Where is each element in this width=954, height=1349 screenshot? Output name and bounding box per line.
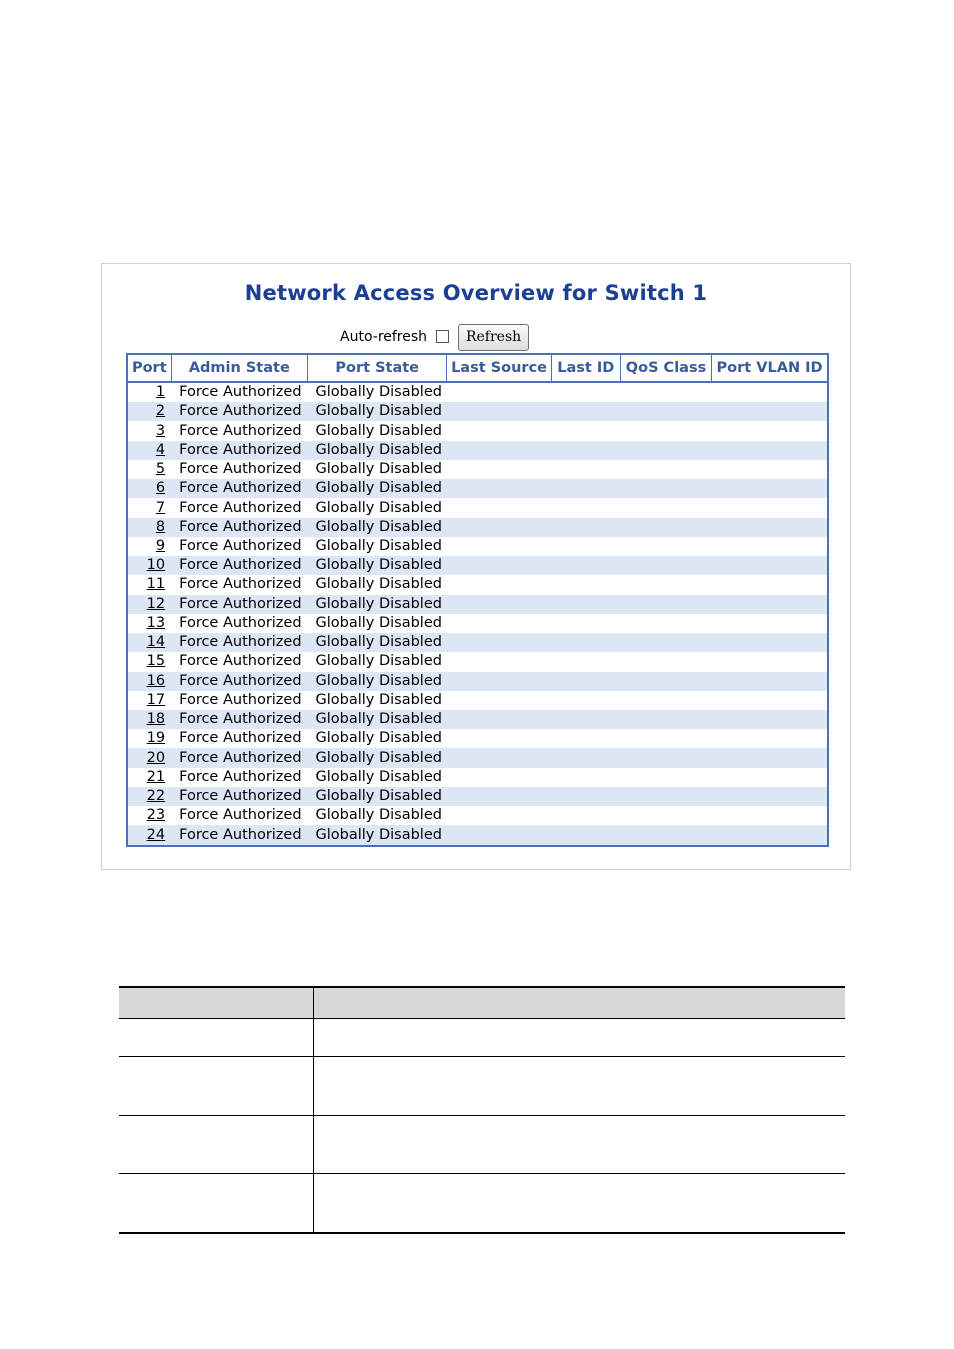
refresh-bar xyxy=(340,323,529,351)
qos-class-cell xyxy=(620,595,711,614)
table-row xyxy=(127,672,828,691)
qos-class-cell xyxy=(620,402,711,421)
admin-state-cell: Force Authorized xyxy=(171,748,307,767)
port-vlan-id-cell xyxy=(712,825,828,846)
port-vlan-id-cell xyxy=(712,556,828,575)
port-vlan-id-cell xyxy=(712,518,828,537)
admin-state-cell: Force Authorized xyxy=(171,825,307,846)
last-id-cell xyxy=(551,421,620,440)
port-cell xyxy=(127,691,171,710)
port-cell xyxy=(127,614,171,633)
port-state-cell: Globally Disabled xyxy=(308,556,447,575)
port-vlan-id-cell xyxy=(712,595,828,614)
last-source-cell xyxy=(447,672,551,691)
last-source-cell xyxy=(447,729,551,748)
description-row xyxy=(119,1174,845,1233)
admin-state-cell: Force Authorized xyxy=(179,768,302,785)
last-source-cell xyxy=(447,402,551,421)
port-state-cell: Globally Disabled xyxy=(308,441,447,460)
port-cell xyxy=(127,498,171,517)
last-source-cell xyxy=(447,787,551,806)
qos-class-cell xyxy=(620,633,711,652)
table-row xyxy=(127,595,828,614)
table-row xyxy=(127,825,828,846)
port-link[interactable]: 24 xyxy=(146,826,166,843)
port-cell xyxy=(127,421,171,440)
table-row xyxy=(127,498,828,517)
port-cell xyxy=(127,402,171,421)
last-source-cell xyxy=(447,748,551,767)
port-cell xyxy=(127,710,171,729)
qos-class-cell xyxy=(620,652,711,671)
port-vlan-id-cell xyxy=(712,479,828,498)
qos-class-cell xyxy=(620,421,711,440)
column-header: QoS Class xyxy=(620,354,711,382)
table-row xyxy=(127,441,828,460)
port-vlan-id-cell xyxy=(712,672,828,691)
last-source-cell xyxy=(447,537,551,556)
port-link[interactable]: 6 xyxy=(155,480,166,497)
last-id-cell xyxy=(551,652,620,671)
description-row xyxy=(119,1057,845,1116)
port-state-cell: Globally Disabled xyxy=(308,710,447,729)
port-vlan-id-cell xyxy=(712,710,828,729)
last-id-cell xyxy=(551,518,620,537)
port-link[interactable]: 22 xyxy=(146,788,166,805)
auto-refresh-label: Auto-refresh xyxy=(340,329,428,345)
port-state-cell: Globally Disabled xyxy=(315,614,442,631)
admin-state-cell: Force Authorized xyxy=(171,633,307,652)
port-link[interactable]: 12 xyxy=(146,595,166,612)
last-id-cell xyxy=(551,402,620,421)
port-link[interactable]: 21 xyxy=(146,768,166,785)
table-row xyxy=(127,421,828,440)
last-source-cell xyxy=(447,614,551,633)
port-link[interactable]: 2 xyxy=(155,403,166,420)
description-cell xyxy=(313,1116,845,1174)
table-row xyxy=(127,691,828,710)
last-source-cell xyxy=(447,595,551,614)
column-header: Port VLAN ID xyxy=(712,354,828,382)
port-cell xyxy=(127,672,171,691)
description-row xyxy=(119,1019,845,1057)
port-vlan-id-cell xyxy=(712,729,828,748)
port-vlan-id-cell xyxy=(712,806,828,825)
port-cell xyxy=(127,806,171,825)
qos-class-cell xyxy=(620,556,711,575)
admin-state-cell: Force Authorized xyxy=(179,614,302,631)
port-vlan-id-cell xyxy=(712,421,828,440)
port-link[interactable]: 10 xyxy=(146,557,166,574)
table-header-row xyxy=(127,354,828,382)
qos-class-cell xyxy=(620,672,711,691)
port-state-cell: Globally Disabled xyxy=(308,595,447,614)
qos-class-cell xyxy=(620,537,711,556)
table-row xyxy=(127,710,828,729)
table-row xyxy=(127,537,828,556)
port-cell xyxy=(127,460,171,479)
last-id-cell xyxy=(551,672,620,691)
last-source-cell xyxy=(447,825,551,846)
qos-class-cell xyxy=(620,441,711,460)
description-cell xyxy=(119,1116,313,1174)
port-cell xyxy=(127,825,171,846)
description-cell xyxy=(313,1174,845,1233)
port-link[interactable]: 20 xyxy=(146,749,166,766)
port-state-cell: Globally Disabled xyxy=(308,479,447,498)
description-cell xyxy=(313,1057,845,1116)
port-cell xyxy=(127,748,171,767)
port-state-cell: Globally Disabled xyxy=(308,787,447,806)
port-vlan-id-cell xyxy=(712,787,828,806)
network-access-table xyxy=(126,353,829,847)
port-cell xyxy=(127,537,171,556)
port-state-cell: Globally Disabled xyxy=(315,499,442,516)
table-row xyxy=(127,382,828,402)
admin-state-cell: Force Authorized xyxy=(171,518,307,537)
admin-state-cell: Force Authorized xyxy=(179,461,302,478)
port-link[interactable]: 11 xyxy=(146,576,166,593)
last-source-cell xyxy=(447,479,551,498)
qos-class-cell xyxy=(620,729,711,748)
last-id-cell xyxy=(551,460,620,479)
last-source-cell xyxy=(447,768,551,787)
table-body xyxy=(127,382,828,846)
last-id-cell xyxy=(551,382,620,402)
port-link[interactable]: 1 xyxy=(155,384,166,401)
port-state-cell: Globally Disabled xyxy=(315,730,442,747)
admin-state-cell: Force Authorized xyxy=(179,691,302,708)
admin-state-cell: Force Authorized xyxy=(171,595,307,614)
port-link[interactable]: 3 xyxy=(155,422,166,439)
port-state-cell: Globally Disabled xyxy=(315,538,442,554)
table-row xyxy=(127,768,828,787)
column-header: Port xyxy=(127,354,171,382)
port-vlan-id-cell xyxy=(712,402,828,421)
admin-state-cell: Force Authorized xyxy=(171,479,307,498)
last-id-cell xyxy=(551,595,620,614)
port-state-cell: Globally Disabled xyxy=(315,653,442,670)
port-link[interactable]: 19 xyxy=(146,730,166,747)
port-state-cell: Globally Disabled xyxy=(315,807,442,824)
description-cell xyxy=(119,1019,313,1057)
port-vlan-id-cell xyxy=(712,498,828,517)
port-link[interactable]: 13 xyxy=(146,614,166,631)
table-row xyxy=(127,787,828,806)
overview-panel xyxy=(101,263,851,870)
last-id-cell xyxy=(551,729,620,748)
column-header: Admin State xyxy=(171,354,307,382)
port-link[interactable]: 9 xyxy=(155,538,166,554)
table-row xyxy=(127,479,828,498)
port-state-cell: Globally Disabled xyxy=(308,825,447,846)
port-vlan-id-cell xyxy=(712,575,828,594)
last-source-cell xyxy=(447,460,551,479)
port-state-cell: Globally Disabled xyxy=(308,402,447,421)
last-id-cell xyxy=(551,825,620,846)
refresh-button[interactable]: Refresh xyxy=(458,324,529,351)
column-header: Last Source xyxy=(447,354,551,382)
port-state-cell: Globally Disabled xyxy=(315,461,442,478)
column-header: Last ID xyxy=(551,354,620,382)
description-header-cell xyxy=(313,987,845,1019)
port-link[interactable]: 15 xyxy=(146,653,166,670)
admin-state-cell: Force Authorized xyxy=(179,576,302,593)
description-header-cell xyxy=(119,987,313,1019)
port-vlan-id-cell xyxy=(712,460,828,479)
table-row xyxy=(127,748,828,767)
last-source-cell xyxy=(447,382,551,402)
description-table xyxy=(119,986,845,1234)
port-state-cell: Globally Disabled xyxy=(315,384,442,401)
admin-state-cell: Force Authorized xyxy=(171,787,307,806)
port-cell xyxy=(127,479,171,498)
column-header: Port State xyxy=(308,354,447,382)
port-link[interactable]: 14 xyxy=(146,634,166,651)
port-state-cell: Globally Disabled xyxy=(308,672,447,691)
admin-state-cell: Force Authorized xyxy=(179,653,302,670)
last-id-cell xyxy=(551,614,620,633)
qos-class-cell xyxy=(620,382,711,402)
description-header-row xyxy=(119,987,845,1019)
last-source-cell xyxy=(447,691,551,710)
qos-class-cell xyxy=(620,710,711,729)
admin-state-cell: Force Authorized xyxy=(179,422,302,439)
port-cell xyxy=(127,787,171,806)
admin-state-cell: Force Authorized xyxy=(171,672,307,691)
last-id-cell xyxy=(551,556,620,575)
port-link[interactable]: 5 xyxy=(155,461,166,478)
port-link[interactable]: 8 xyxy=(155,518,166,535)
admin-state-cell: Force Authorized xyxy=(171,710,307,729)
port-vlan-id-cell xyxy=(712,614,828,633)
last-source-cell xyxy=(447,441,551,460)
last-id-cell xyxy=(551,537,620,556)
last-source-cell xyxy=(447,556,551,575)
last-id-cell xyxy=(551,479,620,498)
port-cell xyxy=(127,729,171,748)
table-row xyxy=(127,460,828,479)
qos-class-cell xyxy=(620,614,711,633)
admin-state-cell: Force Authorized xyxy=(179,384,302,401)
qos-class-cell xyxy=(620,691,711,710)
port-vlan-id-cell xyxy=(712,633,828,652)
port-cell xyxy=(127,595,171,614)
port-cell xyxy=(127,575,171,594)
port-cell xyxy=(127,441,171,460)
last-id-cell xyxy=(551,441,620,460)
last-source-cell xyxy=(447,806,551,825)
port-state-cell: Globally Disabled xyxy=(315,422,442,439)
qos-class-cell xyxy=(620,787,711,806)
last-source-cell xyxy=(447,575,551,594)
port-state-cell: Globally Disabled xyxy=(308,633,447,652)
last-id-cell xyxy=(551,633,620,652)
qos-class-cell xyxy=(620,479,711,498)
port-vlan-id-cell xyxy=(712,652,828,671)
port-cell xyxy=(127,556,171,575)
port-link[interactable]: 7 xyxy=(155,499,166,516)
port-cell xyxy=(127,652,171,671)
page-title: Network Access Overview for Switch 1 xyxy=(244,281,708,305)
port-vlan-id-cell xyxy=(712,441,828,460)
last-id-cell xyxy=(551,691,620,710)
port-state-cell: Globally Disabled xyxy=(315,768,442,785)
admin-state-cell: Force Authorized xyxy=(171,441,307,460)
port-cell xyxy=(127,633,171,652)
qos-class-cell xyxy=(620,575,711,594)
last-source-cell xyxy=(447,518,551,537)
last-source-cell xyxy=(447,498,551,517)
table-row xyxy=(127,518,828,537)
port-vlan-id-cell xyxy=(712,748,828,767)
port-link[interactable]: 4 xyxy=(155,441,166,458)
port-vlan-id-cell xyxy=(712,382,828,402)
admin-state-cell: Force Authorized xyxy=(179,499,302,516)
port-state-cell: Globally Disabled xyxy=(308,748,447,767)
port-link[interactable]: 17 xyxy=(146,691,166,708)
table-row xyxy=(127,633,828,652)
table-row xyxy=(127,614,828,633)
qos-class-cell xyxy=(620,498,711,517)
port-vlan-id-cell xyxy=(712,691,828,710)
port-vlan-id-cell xyxy=(712,768,828,787)
description-cell xyxy=(313,1019,845,1057)
port-vlan-id-cell xyxy=(712,537,828,556)
port-cell xyxy=(127,518,171,537)
table-row xyxy=(127,575,828,594)
last-id-cell xyxy=(551,768,620,787)
table-row xyxy=(127,556,828,575)
auto-refresh-checkbox[interactable] xyxy=(436,330,449,343)
last-id-cell xyxy=(551,498,620,517)
qos-class-cell xyxy=(620,806,711,825)
admin-state-cell: Force Authorized xyxy=(179,538,302,554)
description-cell xyxy=(119,1174,313,1233)
table-row xyxy=(127,402,828,421)
last-source-cell xyxy=(447,633,551,652)
qos-class-cell xyxy=(620,460,711,479)
description-cell xyxy=(119,1057,313,1116)
port-cell xyxy=(127,382,171,402)
port-link[interactable]: 18 xyxy=(146,711,166,728)
port-cell xyxy=(127,768,171,787)
last-id-cell xyxy=(551,710,620,729)
admin-state-cell: Force Authorized xyxy=(179,730,302,747)
last-source-cell xyxy=(447,421,551,440)
last-source-cell xyxy=(447,710,551,729)
table-row xyxy=(127,806,828,825)
port-link[interactable]: 23 xyxy=(146,807,166,824)
admin-state-cell: Force Authorized xyxy=(179,807,302,824)
admin-state-cell: Force Authorized xyxy=(171,556,307,575)
last-source-cell xyxy=(447,652,551,671)
admin-state-cell: Force Authorized xyxy=(171,402,307,421)
last-id-cell xyxy=(551,748,620,767)
table-row xyxy=(127,652,828,671)
qos-class-cell xyxy=(620,748,711,767)
qos-class-cell xyxy=(620,518,711,537)
qos-class-cell xyxy=(620,768,711,787)
last-id-cell xyxy=(551,806,620,825)
qos-class-cell xyxy=(620,825,711,846)
port-state-cell: Globally Disabled xyxy=(308,518,447,537)
last-id-cell xyxy=(551,787,620,806)
description-row xyxy=(119,1116,845,1174)
table-row xyxy=(127,729,828,748)
port-state-cell: Globally Disabled xyxy=(315,576,442,593)
last-id-cell xyxy=(551,575,620,594)
port-link[interactable]: 16 xyxy=(146,672,166,689)
port-state-cell: Globally Disabled xyxy=(315,691,442,708)
